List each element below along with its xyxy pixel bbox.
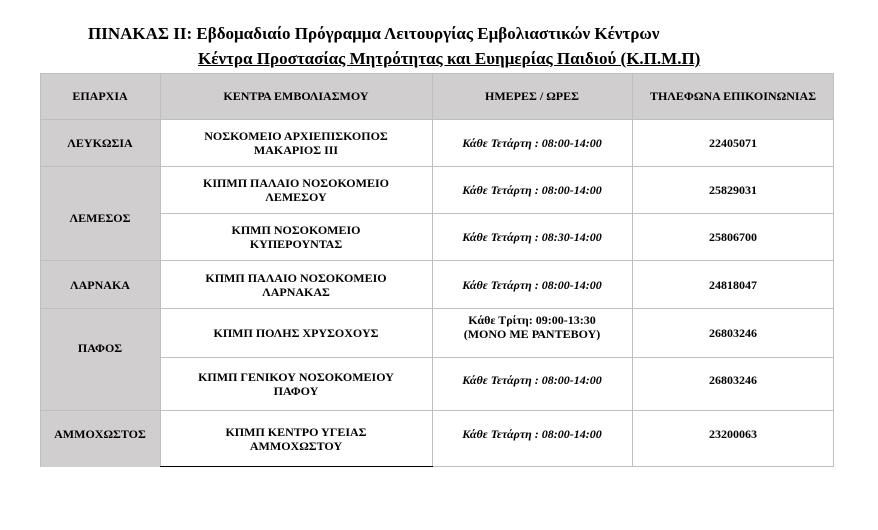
- grid-line: [160, 73, 161, 467]
- center-name-line: ΛΑΡΝΑΚΑΣ: [262, 284, 330, 299]
- table-row-1-phone: 22405071: [709, 136, 757, 150]
- table-row-2-center: [160, 167, 432, 213]
- grid-line: [632, 73, 633, 467]
- page-subtitle: Κέντρα Προστασίας Μητρότητας και Ευημερίας Παιδιού (Κ.Π.Μ.Π): [198, 49, 701, 68]
- table-row-1-days: [432, 120, 632, 166]
- table-row-1-center: [160, 120, 432, 166]
- center-name-line: ΚΥΠΕΡΟΥΝΤΑΣ: [249, 237, 343, 251]
- table-row-5-center: ΚΠΜΠ ΠΟΛΗΣ ΧΡΥΣΟΧΟΥΣ: [213, 326, 379, 340]
- center-name-line: ΑΜΜΟΧΩΣΤΟΥ: [249, 439, 343, 453]
- province-lemesos: ΛΕΜΕΣΟΣ: [69, 211, 131, 225]
- center-name-line: ΠΑΦΟΥ: [273, 384, 319, 398]
- grid-line: [833, 73, 834, 467]
- grid-line: [160, 213, 834, 214]
- province-pafos: ΠΑΦΟΣ: [77, 341, 123, 355]
- center-name-line: ΛΕΜΕΣΟΥ: [265, 190, 327, 204]
- days-text: Κάθε Τετάρτη : 08:30-14:00: [462, 230, 602, 244]
- days-text: Κάθε Τρίτη: 09:00-13:30: [468, 313, 596, 327]
- center-name-line: ΚΠΜΠ ΚΕΝΤΡΟ ΥΓΕΙΑΣ: [225, 425, 367, 439]
- table-row-5-phone: 26803246: [709, 326, 757, 340]
- vaccination-centers-table: [40, 73, 834, 467]
- center-name-line: ΝΟΣΚΟΜΕΙΟ ΑΡΧΙΕΠΙΣΚΟΠΟΣ: [204, 129, 388, 143]
- center-name-line: ΚΙΠΜΠ ΠΑΛΑΙΟ ΝΟΣΟΚΟΜΕΙΟ: [203, 176, 389, 190]
- grid-line: [160, 357, 834, 358]
- table-row-3-phone: 25806700: [709, 230, 757, 244]
- table-row-3-days: [432, 214, 632, 260]
- table-row-7-phone: 23200063: [709, 427, 757, 441]
- header-days: ΗΜΕΡΕΣ / ΩΡΕΣ: [432, 73, 632, 119]
- province-larnaka: ΛΑΡΝΑΚΑ: [70, 278, 130, 292]
- center-name-line: ΚΠΜΠ ΠΑΛΑΙΟ ΝΟΣΟΚΟΜΕΙΟ: [205, 270, 387, 285]
- center-name-line: ΚΠΜΠ ΓΕΝΙΚΟΥ ΝΟΣΟΚΟΜΕΙΟΥ: [198, 370, 394, 384]
- days-text: Κάθε Τετάρτη : 08:00-14:00: [462, 373, 602, 387]
- days-text: Κάθε Τετάρτη : 08:00-14:00: [462, 277, 602, 292]
- header-province: ΕΠΑΡΧΙΑ: [40, 73, 160, 119]
- center-name-line: ΚΠΜΠ ΝΟΣΟΚΟΜΕΙΟ: [231, 223, 361, 237]
- table-row-3-center: [160, 214, 432, 260]
- header-phone: ΤΗΛΕΦΩΝΑ ΕΠΙΚΟΙΝΩΝΙΑΣ: [632, 73, 834, 119]
- table-row-2-phone: 25829031: [709, 183, 757, 197]
- table-row-4-days: [432, 261, 632, 308]
- days-text: Κάθε Τετάρτη : 08:00-14:00: [462, 136, 602, 150]
- province-ammochostos: ΑΜΜΟΧΩΣΤΟΣ: [54, 427, 146, 441]
- header-center: ΚΕΝΤΡΑ ΕΜΒΟΛΙΑΣΜΟΥ: [160, 73, 432, 119]
- page-title: ΠΙΝΑΚΑΣ ΙΙ: Εβδομαδιαίο Πρόγραμμα Λειτουργίας Εμβολιαστικών Κέντρων: [88, 24, 660, 43]
- days-text: Κάθε Τετάρτη : 08:00-14:00: [462, 183, 602, 197]
- table-row-2-days: [432, 167, 632, 213]
- table-row-6-days: [432, 358, 632, 402]
- table-bottom-border: [160, 466, 433, 467]
- table-row-7-days: [432, 411, 632, 457]
- table-row-4-center: [160, 261, 432, 308]
- province-lefkosia: ΛΕΥΚΩΣΙΑ: [40, 120, 160, 166]
- table-row-4-phone: 24818047: [709, 277, 757, 292]
- center-name-line: ΜΑΚΑΡΙΟΣ ΙΙΙ: [253, 143, 339, 157]
- days-note: (ΜΟΝΟ ΜΕ ΡΑΝΤΕΒΟΥ): [463, 327, 601, 341]
- table-row-7-center: [160, 411, 432, 467]
- table-row-5-days: [432, 309, 632, 345]
- grid-line: [40, 73, 41, 467]
- grid-line: [432, 73, 433, 467]
- table-row-6-center: [160, 358, 432, 410]
- days-text: Κάθε Τετάρτη : 08:00-14:00: [462, 427, 602, 441]
- table-row-6-phone: 26803246: [709, 373, 757, 387]
